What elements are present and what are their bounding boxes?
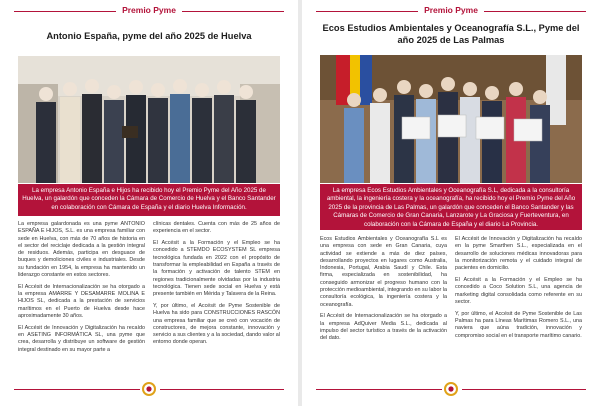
page-footer	[0, 382, 298, 396]
article-title: Antonio España, pyme del año 2025 de Huelva	[46, 31, 252, 41]
paragraph: El Accésit a la Formación y el Empleo se ha concedido a STEMDO ECOSYSTEM SL empresa tecnológica fundada en 2022 con el propósito de transformar la empleabilidad en España a través de la formación y activación de talento STEM en regiones tradicionalmente olvidadas por la industria tecnológica. Tienen sede social en Huelva y está presente también en Mérida y Talavera de la Reina.	[153, 240, 280, 298]
paragraph: La empresa galardonada es una pyme ANTONIO ESPAÑA E HIJOS, S.L. es una empresa familiar con sede en Huelva, con más de 70 años de historia en el sector del reciclaje dedicada a la gestión integral de residuos. Además, participa en desguace de buques y demoliciones civiles e industriales. Desde su fundación en 1954, la empresa ha mantenido un liderazgo constante en estos sectores.	[18, 221, 145, 279]
body-column-2	[153, 221, 280, 381]
paragraph: El Accésit de Innovación y Digitalización ha recaído en ASETING INFORMÁTICA SL, una pyme que crea, desarrolla y distribuye un software de gestión integral destinado en su mayor parte a	[18, 324, 145, 353]
article-body	[320, 236, 582, 376]
footer-rule	[160, 389, 284, 390]
page-footer	[302, 382, 600, 396]
footer-rule	[316, 389, 442, 390]
left-page	[0, 0, 298, 406]
article-title: Ecos Estudios Ambientales y Oceanografía S.L., Pyme del año 2025 de Las Palmas	[322, 23, 580, 45]
paragraph: El Accésit a la Formación y el Empleo se ha concedido a Coco Solution S.L, una agencia de marketing digital consolidada como referente en su sector.	[455, 276, 582, 305]
group-photo-image	[320, 55, 582, 183]
body-column-2	[455, 236, 582, 376]
paragraph: Y, por último, el Accésit de Pyme Sostenible de Las Palmas ha para Líneas Marítimas Romero S.L., una naviera que aúna tradición, innovación y compromiso social en el transporte marítimo canario.	[455, 310, 582, 339]
article-body	[18, 221, 280, 381]
camara-logo-icon	[142, 382, 156, 396]
paragraph: Y, por último, el Accésit de Pyme Sostenible de Huelva ha sido para CONSTRUCCIONES RASCÓN una empresa familiar que se creó con vocación de constructores, de mejora constante, innovación y servicio a sus clientes y a la sociedad, dando valor al entorno donde operan.	[153, 302, 280, 346]
award-group-photo	[320, 55, 582, 183]
paragraph: clínicas dentales. Cuenta con más de 25 años de experiencia en el sector.	[153, 221, 280, 235]
photo-caption: La empresa Antonio España e Hijos ha recibido hoy el Premio Pyme del Año 2025 de Huelva, un galardón que conceden la Cámara de Comercio de Huelva y el Banco Santander en colaboración con Cámara de España y el diario Huelva Información.	[18, 184, 280, 216]
group-photo-image	[18, 56, 280, 183]
header-label: Premio Pyme	[418, 5, 484, 15]
right-page	[302, 0, 600, 406]
header-label: Premio Pyme	[116, 5, 182, 15]
camara-logo-icon	[444, 382, 458, 396]
page-header	[0, 4, 298, 18]
paragraph: El Accésit de Internacionalización se ha otorgado a la empresa AdQuiver Media S.L., dedicada al impulso del sector turístico a través de la activación del dato.	[320, 313, 447, 342]
paragraph: Ecos Estudios Ambientales y Oceanografía S.L es una empresa con sede en Gran Canaria, cuya actividad se extiende a más de diez países, desarrollando proyectos en lugares como Australia, Indonesia, Portugal, Arabia Saudí y Chile. Esta firma, especializada en sostenibilidad, ha conseguido armonizar el progreso humano con la protección medioambiental, integrando en su labor la consultoría ecológica, la ingeniería costera y la oceanografía.	[320, 236, 447, 308]
footer-rule	[462, 389, 586, 390]
body-column-1	[18, 221, 145, 381]
paragraph: El Accésit de Internacionalización se ha otorgado a la empresa AMARRE Y DESAMARRE MOLINA E HIJOS SL, dedicada a la prestación de servicios marítimos en el Puerto de Huelva desde hace aproximadamente 30 años.	[18, 283, 145, 320]
award-group-photo	[18, 56, 280, 183]
body-column-1	[320, 236, 447, 376]
paragraph: El Accésit de Innovación y Digitalización ha recaído en la pyme Smarthen S.L., especializada en el desarrollo de soluciones médicas innovadoras para la monitorización remota y el cuidado integral de pacientes en domicilio.	[455, 236, 582, 272]
page-header	[302, 4, 600, 18]
footer-rule	[14, 389, 140, 390]
photo-caption: La empresa Ecos Estudios Ambientales y Oceanografía S.L, dedicada a la consultoría ambiental, la ingeniería costera y la oceanografía, ha recibido hoy el Premio Pyme del Año 2025 de la provincia de Las Palmas, un galardón que conceden el Banco Santander y las Cámaras de Comercio de Gran Canaria, Lanzarote y La Graciosa y Fuerteventura, en colaboración con la Cámara de España y el diario La Provincia.	[320, 184, 582, 230]
